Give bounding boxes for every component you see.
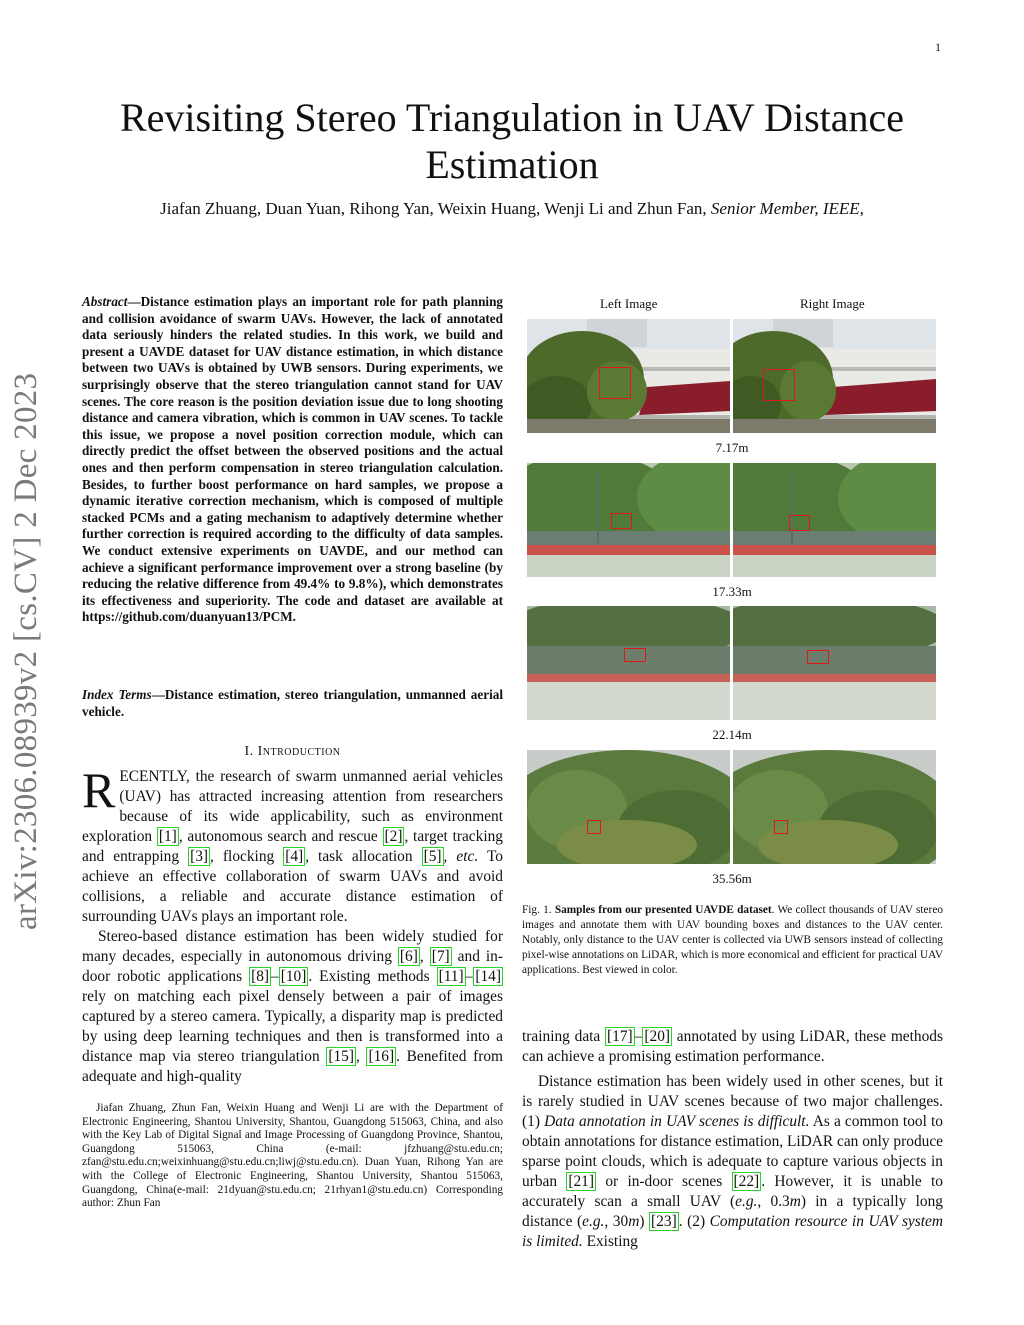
text-run: or in-door scenes [596, 1173, 732, 1190]
uav-bounding-box [624, 648, 646, 662]
text-run: Existing [582, 1233, 638, 1250]
text-run: training data [522, 1028, 606, 1045]
abstract [82, 294, 503, 626]
scene-field-right [733, 606, 936, 720]
text-run: . (2) [678, 1213, 710, 1230]
citation-link[interactable]: [8] [251, 968, 270, 985]
citation-link[interactable]: [6] [399, 948, 418, 965]
stereo-left-image-4 [527, 750, 730, 864]
text-run: etc. [456, 848, 479, 865]
scene-forest-right [733, 750, 936, 864]
uav-bounding-box [611, 513, 632, 529]
uav-bounding-box [599, 367, 631, 399]
citation-link[interactable]: [7] [431, 948, 450, 965]
citation-link[interactable]: [23] [651, 1213, 677, 1230]
text-run: To achieve an effective collaboration of swarm UAVs and avoid collisions, a reliable and accurate distance estimation of surrounding UAVs plays an important role. [82, 848, 503, 925]
text-run: m [789, 1193, 801, 1210]
author-list [80, 199, 944, 219]
figure-right-heading: Right Image [800, 296, 865, 311]
uav-bounding-box [587, 820, 601, 834]
author-membership: Senior Member, IEEE, [710, 199, 864, 218]
stereo-left-image-1 [527, 319, 730, 433]
index-terms [82, 687, 503, 720]
introduction-body [82, 762, 503, 1087]
text-run: e.g. [735, 1193, 758, 1210]
citation-link[interactable]: [21] [568, 1173, 595, 1190]
citation-link[interactable]: [3] [190, 848, 209, 865]
text-run: , flocking [210, 848, 284, 865]
abstract-label: Abstract [82, 294, 128, 309]
text-run: and in-door robotic applications [82, 948, 503, 985]
text-run: , [443, 848, 457, 865]
text-run: , autonomous search and rescue [178, 828, 383, 845]
citation-link[interactable]: [10] [280, 968, 307, 985]
text-run: – [465, 968, 474, 985]
scene-forest-left [527, 750, 730, 864]
text-run: , target tracking and entrapping [82, 828, 503, 865]
caption-title: Samples from our presented UAVDE dataset [554, 904, 772, 916]
caption-text: . We collect thousands of UAV stereo images and annotate them with UAV bounding boxes and distances to the UAV center. Notably, only distance to the UAV center is collected via UWB sensors instead of collecting pixel-wise annotations on LiDAR, which is more economical and efficient for practical UAV applications. Best viewed in color. [522, 904, 943, 976]
figure-left-heading: Left Image [600, 296, 658, 311]
text-run: m [628, 1213, 640, 1230]
stereo-left-image-3 [527, 606, 730, 720]
uav-bounding-box [807, 650, 829, 664]
citation-link[interactable]: [4] [285, 848, 304, 865]
text-run: As a common tool to obtain annotations for distance estimation, LiDAR can only produce sparse point clouds, which is adequate to capture various objects in urban [522, 1113, 944, 1190]
distance-label: 35.56m [712, 871, 752, 886]
drop-cap: R [82, 762, 116, 818]
paper-title: Revisiting Stereo Triangulation in UAV Distance Estimation [119, 95, 905, 187]
text-run: Computation resource in UAV system is limited. [522, 1213, 943, 1250]
right-column-body [522, 1027, 943, 1252]
stereo-right-image-4 [733, 750, 936, 864]
text-run: , [419, 948, 430, 965]
text-run: , task allocation [305, 848, 422, 865]
text-run: Stereo-based distance estimation has been widely studied for many decades, especially in autonomous driving [82, 928, 503, 965]
text-run: e.g. [582, 1213, 605, 1230]
arxiv-stamp: arXiv:2306.08939v2 [cs.CV] 2 Dec 2023 [8, 372, 44, 930]
citation-link[interactable]: [16] [368, 1048, 395, 1065]
stereo-right-image-1 [733, 319, 936, 433]
citation-link[interactable]: [14] [475, 968, 501, 985]
text-run: rely on matching each pixel densely between a pair of images captured by a stereo camera. Typically, a disparity map is predicted by using deep learning techniques and then is transformed into a distance map via stereo triangulation [82, 988, 503, 1065]
distance-label: 7.17m [715, 440, 749, 455]
scene-track-right [733, 463, 936, 577]
citation-link[interactable]: [15] [328, 1048, 354, 1065]
stereo-right-image-3 [733, 606, 936, 720]
citation-link[interactable]: [22] [733, 1173, 760, 1190]
text-run: Data annotation in UAV scenes is difficult. [544, 1113, 810, 1130]
right-paragraph-1 [522, 1027, 943, 1067]
text-run: ECENTLY, the research of swarm unmanned aerial vehicles (UAV) has attracted increasing attention from researchers because of its wide applicability, such as environment exploration [82, 768, 503, 845]
text-run: ) [639, 1213, 650, 1230]
citation-link[interactable]: [20] [644, 1028, 671, 1045]
uav-bounding-box [789, 515, 810, 531]
author-names: Jiafan Zhuang, Duan Yuan, Rihong Yan, Weixin Huang, Wenji Li and Zhun Fan, [160, 199, 707, 218]
text-run: . However, it is unable to accurately scan a small UAV ( [522, 1173, 944, 1210]
right-paragraph-2 [522, 1072, 943, 1252]
text-run: – [271, 968, 279, 985]
index-terms-label: Index Terms [82, 687, 152, 702]
citation-link[interactable]: [1] [158, 828, 177, 845]
text-run: ) in a typically long distance ( [522, 1193, 943, 1230]
index-terms-text: —Distance estimation, stereo triangulation, unmanned aerial vehicle. [82, 687, 503, 719]
affiliation-footnote: Jiafan Zhuang, Zhun Fan, Weixin Huang and Wenji Li are with the Department of Electronic Engineering, Shantou University, Shantou, Guangdong 515063, China, and also with the Key Lab of Digital Signal and Image Processing of Guangdong Province, Shantou, Guangdong 515063, China (e-mail: jfzhuang@stu.edu.cn; zfan@stu.edu.cn;weixinhuang@stu.edu.cn;liwj@stu.edu.cn). Duan Yuan, Rihong Yan are with the College of Electronic Engineering, Shantou University, Shantou 515063, Guangdong, China(e-mail: 21dyuan@stu.edu.cn; 21rhyan1@stu.edu.cn) Corresponding author: Zhun Fan [82, 1102, 503, 1210]
figure-caption [522, 903, 943, 978]
scene-field-left [527, 606, 730, 720]
stereo-right-image-2 [733, 463, 936, 577]
section-heading-introduction [82, 744, 503, 760]
abstract-text: —Distance estimation plays an important role for path planning and collision avoidance of swarm UAVs. However, the lack of annotated data seriously hinders the related studies. In this work, we build and present a UAVDE dataset for UAV distance estimation, in which distance between two UAVs is obtained by UWB sensors. During experiments, we surprisingly observe that the stereo triangulation cannot stand for UAV scenes. The core reason is the position deviation issue due to long shooting distance and camera vibration, which is common in UAV scenes. To tackle this issue, we propose a novel position correction module, which can directly predict the offset between the observed positions and the actual ones and then perform compensation in stereo triangulation calculation. Besides, to further boost performance on hard samples, we propose a dynamic iterative correction mechanism, which is composed of multiple stacked PCMs and a gating mechanism to adaptively determine whether further correction is required according to the difficulty of data samples. We conduct extensive experiments on UAVDE, and our method can achieve a significant performance improvement over a strong baseline (by reducing the relative difference from 49.4% to 9.8%), which demonstrates its effectiveness and superiority. The code and dataset are available at https://github.com/duanyuan13/PCM. [82, 294, 503, 625]
text-run: annotated by using LiDAR, these methods can achieve a promising estimation performance. [522, 1028, 943, 1065]
uav-bounding-box [774, 820, 788, 834]
page-number: 1 [935, 40, 941, 54]
distance-label: 22.14m [712, 727, 752, 742]
distance-label: 17.33m [712, 584, 752, 599]
citation-link[interactable]: [11] [438, 968, 464, 985]
intro-paragraph-2 [82, 927, 503, 1087]
stereo-left-image-2 [527, 463, 730, 577]
citation-link[interactable]: [2] [384, 828, 403, 845]
caption-prefix: Fig. 1. [522, 904, 555, 916]
citation-link[interactable]: [17] [607, 1028, 633, 1045]
text-run: , 0.3 [757, 1193, 790, 1210]
text-run: . Existing methods [308, 968, 437, 985]
text-run: , [355, 1048, 367, 1065]
text-run: Distance estimation has been widely used in other scenes, but it is rarely studied in UAV scenes because of two major challenges. (1) [522, 1073, 943, 1130]
intro-paragraph-1 [82, 762, 503, 927]
text-run: , 30 [604, 1213, 629, 1230]
text-run: – [634, 1028, 643, 1045]
section-heading-text: I. Introduction [244, 744, 341, 759]
citation-link[interactable]: [5] [423, 848, 442, 865]
text-run: . Benefited from adequate and high-quality [82, 1048, 503, 1085]
uav-bounding-box [763, 369, 795, 401]
